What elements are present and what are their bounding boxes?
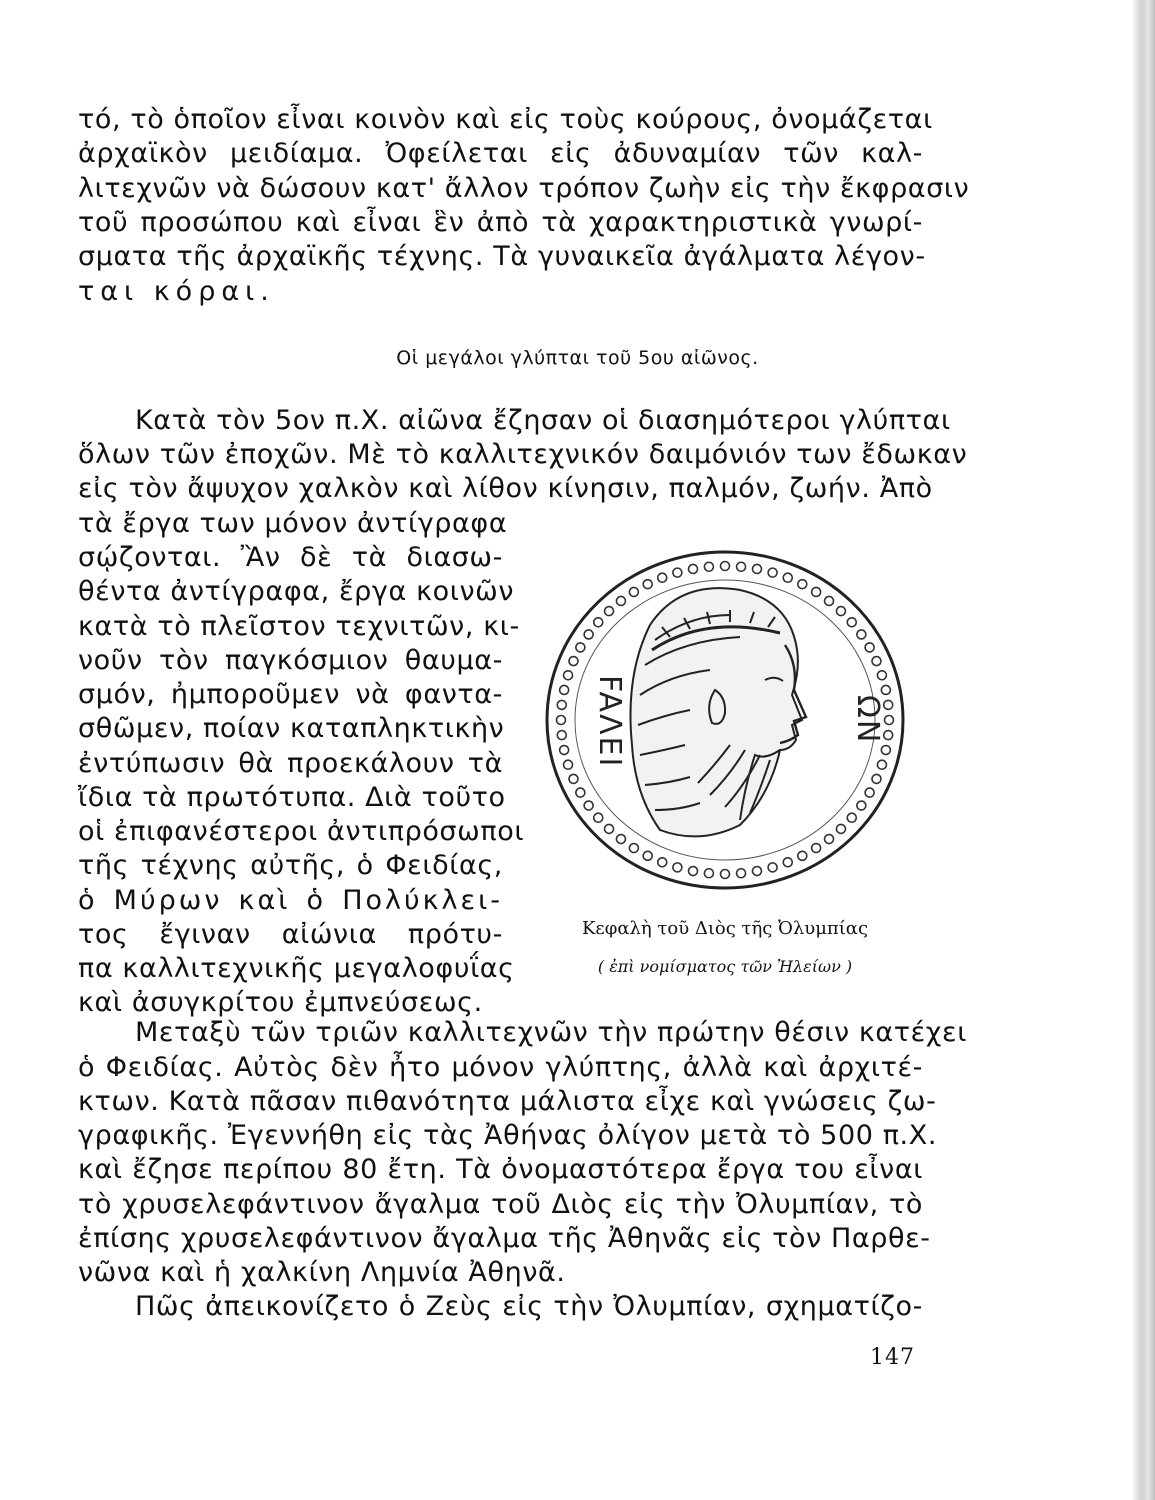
figure-caption-source: ( ἐπὶ νομίσματος τῶν Ἠλείων ) bbox=[597, 957, 853, 976]
text-line: τό, τὸ ὁποῖον εἶναι κοινὸν καὶ εἰς τοὺς κούρους, ὀνομάζεται bbox=[78, 104, 933, 135]
text-line: ται κόραι. bbox=[78, 276, 275, 307]
text-line: θέντα ἀντίγραφα, ἔργα κοινῶν bbox=[78, 576, 515, 607]
text-line: ἀρχαϊκὸν μειδίαμα. Ὀφείλεται εἰς ἀδυναμίαν τῶν καλ- bbox=[78, 138, 923, 169]
text-line: σθῶμεν, ποίαν καταπληκτικὴν bbox=[78, 713, 505, 744]
text-line: Μεταξὺ τῶν τριῶν καλλιτεχνῶν τὴν πρώτην θέσιν κατέχει bbox=[135, 1017, 967, 1048]
text-line: νοῦν τὸν παγκόσμιον θαυμα- bbox=[78, 645, 503, 676]
text-line: πα καλλιτεχνικῆς μεγαλοφυΐας bbox=[78, 953, 515, 984]
text-line: λιτεχνῶν νὰ δώσουν κατ' ἄλλον τρόπον ζωὴν εἰς τὴν ἔκφρασιν bbox=[78, 173, 970, 204]
text-line: κατὰ τὸ πλεῖστον τεχνιτῶν, κι- bbox=[78, 611, 520, 642]
text-line: Πῶς ἀπεικονίζετο ὁ Ζεὺς εἰς τὴν Ὀλυμπίαν, σχηματίζο- bbox=[135, 1291, 923, 1322]
text-line: τος ἔγιναν αἰώνια πρότυ- bbox=[78, 919, 503, 950]
coin-legend-left: FAΛEI bbox=[592, 675, 627, 769]
text-line: τῆς τέχνης αὐτῆς, ὁ Φειδίας, bbox=[78, 850, 503, 881]
text-line: ὅλων τῶν ἐποχῶν. Μὲ τὸ καλλιτεχνικόν δαιμόνιόν των ἔδωκαν bbox=[78, 439, 968, 470]
text-line: νῶνα καὶ ἡ χαλκίνη Λημνία Ἀθηνᾶ. bbox=[78, 1257, 566, 1288]
page-edge bbox=[1133, 0, 1155, 1500]
coin-legend-right: ΩN bbox=[850, 695, 885, 745]
text-line: εἰς τὸν ἄψυχον χαλκὸν καὶ λίθον κίνησιν, παλμόν, ζωήν. Ἀπὸ bbox=[78, 473, 933, 504]
text-line: οἱ ἐπιφανέστεροι ἀντιπρόσωποι bbox=[78, 816, 525, 847]
text-line: σματα τῆς ἀρχαϊκῆς τέχνης. Τὰ γυναικεῖα ἀγάλματα λέγον- bbox=[78, 241, 926, 272]
text-line: ἐπίσης χρυσελεφάντινον ἄγαλμα τῆς Ἀθηνᾶς εἰς τὸν Παρθε- bbox=[78, 1223, 931, 1254]
text-line: ἐντύπωσιν θὰ προεκάλουν τὰ bbox=[78, 748, 503, 779]
text-line: καὶ ἔζησε περίπου 80 ἔτη. Τὰ ὀνομαστότερα ἔργα του εἶναι bbox=[78, 1154, 923, 1185]
text-line: σμόν, ἠμποροῦμεν νὰ φαντα- bbox=[78, 679, 503, 710]
section-heading: Οἱ μεγάλοι γλύπται τοῦ 5ου αἰῶνος. bbox=[396, 347, 759, 369]
text-line: Κατὰ τὸν 5ον π.Χ. αἰῶνα ἔζησαν οἱ διασημότεροι γλύπται bbox=[135, 405, 951, 436]
text-line: τοῦ προσώπου καὶ εἶναι ἓν ἀπὸ τὰ χαρακτηριστικὰ γνωρί- bbox=[78, 207, 923, 238]
text-line: κτων. Κατὰ πᾶσαν πιθανότητα μάλιστα εἶχε καὶ γνώσεις ζω- bbox=[78, 1086, 937, 1117]
text-line: σῴζονται. Ἂν δὲ τὰ διασω- bbox=[78, 542, 503, 573]
text-line: ὁ Μύρων καὶ ὁ Πολύκλει- bbox=[78, 885, 503, 916]
coin-illustration bbox=[540, 545, 910, 895]
figure-caption: Κεφαλὴ τοῦ Διὸς τῆς Ὀλυμπίας bbox=[581, 918, 869, 939]
text-line: ὁ Φειδίας. Αὐτὸς δὲν ἦτο μόνον γλύπτης, ἀλλὰ καὶ ἀρχιτέ- bbox=[78, 1052, 923, 1083]
text-line: τὸ χρυσελεφάντινον ἄγαλμα τοῦ Διὸς εἰς τὴν Ὀλυμπίαν, τὸ bbox=[78, 1189, 923, 1220]
text-line: γραφικῆς. Ἐγεννήθη εἰς τὰς Ἀθήνας ὀλίγον μετὰ τὸ 500 π.Χ. bbox=[78, 1120, 938, 1151]
text-line: καὶ ἀσυγκρίτου ἐμπνεύσεως. bbox=[78, 987, 483, 1018]
text-line: ἴδια τὰ πρωτότυπα. Διὰ τοῦτο bbox=[78, 782, 506, 813]
text-line: τὰ ἔργα των μόνον ἀντίγραφα bbox=[78, 508, 508, 539]
page-number: 147 bbox=[870, 1345, 915, 1370]
